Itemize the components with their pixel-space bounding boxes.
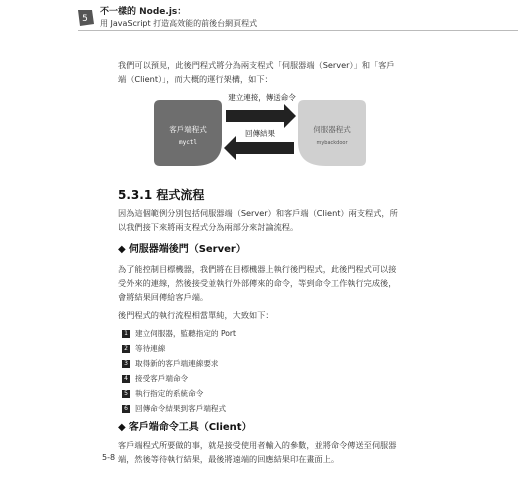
book-title: 不一樣的 Node.js：	[100, 7, 187, 17]
step-text: 取得新的客戶端連線要求	[135, 359, 219, 368]
server-heading	[118, 240, 246, 255]
intro-paragraph	[118, 58, 418, 86]
client-title: 客戶端程式	[169, 125, 207, 134]
book-subtitle: 用 JavaScript 打造高效能的前後台網頁程式	[100, 19, 258, 28]
section-intro	[118, 206, 418, 234]
list-item	[122, 356, 236, 371]
header-rule	[78, 30, 518, 31]
client-para-line: 端，然後等待執行結果，最後將遠端的回應結果印在畫面上。	[118, 454, 340, 464]
page-header	[100, 6, 520, 29]
step-text: 執行指定的系統命令	[135, 389, 204, 398]
request-label: 建立連接，傳送命令	[228, 93, 296, 102]
intro-line: 我們可以預見，此後門程式將分為兩支程式「伺服器端（Server）」和「客戶	[118, 60, 395, 70]
step-number: 3	[122, 360, 130, 368]
step-text: 等待連線	[135, 344, 166, 353]
list-item	[122, 341, 236, 356]
list-item	[122, 371, 236, 386]
svg-text:5: 5	[82, 14, 88, 24]
intro-line: 端（Client）」，而大概的運行架構，如下：	[118, 74, 273, 84]
step-text: 建立伺服器，監聽指定的 Port	[135, 329, 236, 338]
section-intro-line: 因為這個範例分別包括伺服器端（Server）和客戶端（Client）兩支程式，所	[118, 208, 398, 218]
client-heading-text: 客戶端命令工具（Client）	[128, 422, 252, 433]
section-title: 5.3.1 程式流程	[118, 188, 205, 202]
list-item	[122, 386, 236, 401]
server-steps-list	[122, 326, 236, 416]
steps-intro: 後門程式的執行流程相當單純，大致如下：	[118, 310, 274, 320]
section-intro-line: 以我們接下來將兩支程式分為兩部分來討論流程。	[118, 222, 299, 232]
response-label: 回傳結果	[245, 129, 275, 138]
page-number: 5-8	[102, 453, 116, 462]
server-paragraph	[118, 262, 418, 304]
step-number: 6	[122, 405, 130, 413]
diamond-bullet-icon: ◆	[118, 422, 126, 433]
step-text: 回傳命令結果到客戶端程式	[135, 404, 227, 413]
client-sub: myctl	[178, 139, 198, 146]
step-number: 5	[122, 390, 130, 398]
client-heading	[118, 418, 252, 433]
chapter-badge-icon	[74, 6, 98, 30]
server-title: 伺服器程式	[313, 125, 351, 134]
architecture-diagram	[150, 92, 370, 172]
server-para-line: 受外來的連線，然後接受並執行外部傳來的命令，等到命令工作執行完成後，	[118, 278, 397, 288]
diamond-bullet-icon: ◆	[118, 244, 126, 255]
server-para-line: 為了能控制目標機器，我們將在目標機器上執行後門程式，此後門程式可以接	[118, 264, 397, 274]
list-item	[122, 326, 236, 341]
response-arrow-icon	[224, 136, 294, 160]
server-para-line: 會將結果回傳給客戶端。	[118, 292, 209, 302]
step-number: 1	[122, 330, 130, 338]
step-number: 4	[122, 375, 130, 383]
step-number: 2	[122, 345, 130, 353]
step-text: 接受客戶端命令	[135, 374, 189, 383]
client-paragraph	[118, 438, 418, 466]
server-sub: mybackdoor	[316, 140, 348, 146]
request-arrow-icon	[226, 104, 296, 128]
client-para-line: 客戶端程式所要做的事，就是接受使用者輸入的參數，並將命令傳送至伺服器	[118, 440, 397, 450]
list-item	[122, 401, 236, 416]
server-heading-text: 伺服器端後門（Server）	[128, 244, 246, 255]
